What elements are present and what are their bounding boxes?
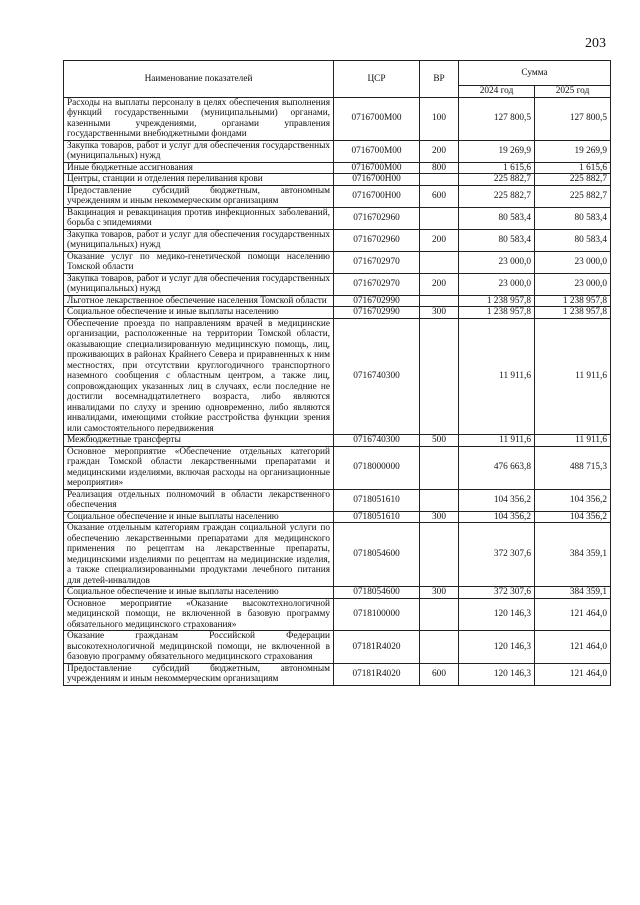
row-vr [420, 295, 459, 307]
row-value-2024: 372 307,6 [459, 587, 535, 599]
row-vr [420, 446, 459, 489]
row-value-2025: 121 464,0 [535, 631, 611, 664]
row-value-2024: 120 146,3 [459, 631, 535, 664]
row-name: Закупка товаров, работ и услуг для обеспечения государственных (муниципальных) нужд [64, 229, 334, 251]
row-csr: 0716740300 [334, 435, 420, 447]
row-value-2024: 104 356,2 [459, 489, 535, 511]
header-2025: 2025 год [535, 86, 611, 98]
row-value-2025: 104 356,2 [535, 489, 611, 511]
row-value-2024: 1 238 957,8 [459, 295, 535, 307]
row-value-2025: 23 000,0 [535, 251, 611, 273]
row-csr: 0718054600 [334, 587, 420, 599]
row-value-2024: 11 911,6 [459, 435, 535, 447]
row-value-2024: 1 238 957,8 [459, 307, 535, 319]
row-value-2025: 384 359,1 [535, 523, 611, 587]
row-value-2024: 104 356,2 [459, 511, 535, 523]
row-csr: 0716700Н00 [334, 185, 420, 207]
row-vr: 300 [420, 511, 459, 523]
row-name: Закупка товаров, работ и услуг для обеспечения государственных (муниципальных) нужд [64, 273, 334, 295]
row-vr: 300 [420, 307, 459, 319]
table-row [64, 251, 611, 273]
row-value-2025: 384 359,1 [535, 587, 611, 599]
row-csr: 0718000000 [334, 446, 420, 489]
row-csr: 0716702990 [334, 307, 420, 319]
row-value-2025: 1 238 957,8 [535, 295, 611, 307]
row-value-2025: 80 583,4 [535, 229, 611, 251]
table-row [64, 523, 611, 587]
row-value-2024: 23 000,0 [459, 273, 535, 295]
table-row [64, 307, 611, 319]
row-name: Основное мероприятие «Оказание высокотехнологичной медицинской помощи, не включенной в базовую программу обязательного медицинского страхования» [64, 598, 334, 631]
row-vr [420, 251, 459, 273]
row-value-2024: 372 307,6 [459, 523, 535, 587]
row-name: Обеспечение проезда по направлениям врачей в медицинские организации, расположенные на территории Томской области, оказывающие специализированную медицинскую помощь, лиц, проживающих в районах Крайнего Севера и приравненных к ним местностях, при отсутствии круглогодичного транспортного наземного сообщения с областным центром, а также лиц, сопровождающих указанных лиц в случаях, если последние не достигли восемнадцатилетнего возраста, либо являются инвалидами по слуху и зрению одновременно, либо являются инвалидами, имеющими стойкие расстройства функции зрения или самостоятельного передвижения [64, 318, 334, 435]
header-sum: Сумма [459, 61, 611, 86]
table-body [64, 97, 611, 685]
table-row [64, 318, 611, 435]
table-row [64, 273, 611, 295]
row-name: Закупка товаров, работ и услуг для обеспечения государственных (муниципальных) нужд [64, 140, 334, 162]
row-value-2025: 23 000,0 [535, 273, 611, 295]
table-row [64, 97, 611, 140]
table-row [64, 598, 611, 631]
row-csr: 0716702960 [334, 207, 420, 229]
row-value-2025: 11 911,6 [535, 318, 611, 435]
row-vr: 600 [420, 185, 459, 207]
row-value-2024: 225 882,7 [459, 185, 535, 207]
row-csr: 0718051610 [334, 489, 420, 511]
table-row [64, 162, 611, 174]
row-csr: 0716700М00 [334, 140, 420, 162]
row-vr: 300 [420, 587, 459, 599]
row-name: Оказание отдельным категориям граждан социальной услуги по обеспечению лекарственными препаратами для медицинского применения по рецептам на лекарственные препараты, медицинскими изделиями по рецептам на медицинские изделия, а также специализированными продуктами лечебного питания для детей-инвалидов [64, 523, 334, 587]
row-value-2025: 121 464,0 [535, 598, 611, 631]
row-name: Оказание гражданам Российской Федерации высокотехнологичной медицинской помощи, не включенной в базовую программу обязательного медицинского страхования [64, 631, 334, 664]
row-vr [420, 489, 459, 511]
row-vr [420, 523, 459, 587]
row-csr: 0718051610 [334, 511, 420, 523]
budget-table [63, 60, 611, 686]
header-name: Наименование показателей [64, 61, 334, 98]
table-row [64, 207, 611, 229]
row-vr [420, 174, 459, 186]
row-vr: 200 [420, 273, 459, 295]
row-value-2025: 104 356,2 [535, 511, 611, 523]
row-vr [420, 598, 459, 631]
row-value-2025: 127 800,5 [535, 97, 611, 140]
row-value-2024: 476 663,8 [459, 446, 535, 489]
row-value-2025: 488 715,3 [535, 446, 611, 489]
row-name: Социальное обеспечение и иные выплаты населению [64, 587, 334, 599]
row-value-2025: 11 911,6 [535, 435, 611, 447]
table-row [64, 435, 611, 447]
table-row [64, 185, 611, 207]
row-name: Социальное обеспечение и иные выплаты населению [64, 307, 334, 319]
row-vr: 800 [420, 162, 459, 174]
table-row [64, 229, 611, 251]
row-name: Межбюджетные трансферты [64, 435, 334, 447]
row-name: Предоставление субсидий бюджетным, автономным учреждениям и иным некоммерческим организациям [64, 663, 334, 685]
row-vr: 200 [420, 229, 459, 251]
header-csr: ЦСР [334, 61, 420, 98]
row-name: Вакцинация и ревакцинация против инфекционных заболеваний, борьба с эпидемиями [64, 207, 334, 229]
row-vr: 100 [420, 97, 459, 140]
row-value-2024: 11 911,6 [459, 318, 535, 435]
table-row [64, 174, 611, 186]
table-row [64, 489, 611, 511]
row-value-2025: 1 615,6 [535, 162, 611, 174]
row-value-2024: 23 000,0 [459, 251, 535, 273]
row-csr: 0718100000 [334, 598, 420, 631]
row-value-2024: 225 882,7 [459, 174, 535, 186]
row-csr: 0716702970 [334, 251, 420, 273]
row-value-2024: 80 583,4 [459, 207, 535, 229]
page-number: 203 [585, 36, 606, 51]
row-name: Основное мероприятие «Обеспечение отдельных категорий граждан Томской области лекарственными препаратами и медицинскими изделиями, включая расходы на организационные мероприятия» [64, 446, 334, 489]
table-row [64, 511, 611, 523]
table-row [64, 140, 611, 162]
row-value-2024: 19 269,9 [459, 140, 535, 162]
row-csr: 07181R4020 [334, 631, 420, 664]
table-row [64, 663, 611, 685]
row-csr: 0716700М00 [334, 162, 420, 174]
row-name: Социальное обеспечение и иные выплаты населению [64, 511, 334, 523]
row-name: Иные бюджетные ассигнования [64, 162, 334, 174]
row-vr [420, 631, 459, 664]
row-vr: 500 [420, 435, 459, 447]
row-csr: 0718054600 [334, 523, 420, 587]
row-value-2025: 121 464,0 [535, 663, 611, 685]
row-value-2024: 1 615,6 [459, 162, 535, 174]
header-vr: ВР [420, 61, 459, 98]
table-row [64, 631, 611, 664]
table-row [64, 446, 611, 489]
row-value-2024: 80 583,4 [459, 229, 535, 251]
table-row [64, 587, 611, 599]
row-name: Предоставление субсидий бюджетным, автономным учреждениям и иным некоммерческим организациям [64, 185, 334, 207]
row-vr: 600 [420, 663, 459, 685]
row-name: Льготное лекарственное обеспечение населения Томской области [64, 295, 334, 307]
row-csr: 0716702990 [334, 295, 420, 307]
row-csr: 0716740300 [334, 318, 420, 435]
row-value-2024: 127 800,5 [459, 97, 535, 140]
row-value-2024: 120 146,3 [459, 598, 535, 631]
row-csr: 07181R4020 [334, 663, 420, 685]
row-value-2025: 19 269,9 [535, 140, 611, 162]
table-row [64, 295, 611, 307]
row-csr: 0716700Н00 [334, 174, 420, 186]
row-name: Центры, станции и отделения переливания крови [64, 174, 334, 186]
row-vr [420, 318, 459, 435]
row-value-2025: 225 882,7 [535, 174, 611, 186]
row-value-2025: 1 238 957,8 [535, 307, 611, 319]
row-vr: 200 [420, 140, 459, 162]
row-value-2024: 120 146,3 [459, 663, 535, 685]
row-name: Реализация отдельных полномочий в области лекарственного обеспечения [64, 489, 334, 511]
row-vr [420, 207, 459, 229]
header-2024: 2024 год [459, 86, 535, 98]
row-value-2025: 225 882,7 [535, 185, 611, 207]
row-csr: 0716700М00 [334, 97, 420, 140]
row-value-2025: 80 583,4 [535, 207, 611, 229]
row-name: Расходы на выплаты персоналу в целях обеспечения выполнения функций государственными (муниципальными) органами, казенными учреждениями, органами управления государственными внебюджетными фондами [64, 97, 334, 140]
row-csr: 0716702960 [334, 229, 420, 251]
row-csr: 0716702970 [334, 273, 420, 295]
row-name: Оказание услуг по медико-генетической помощи населению Томской области [64, 251, 334, 273]
